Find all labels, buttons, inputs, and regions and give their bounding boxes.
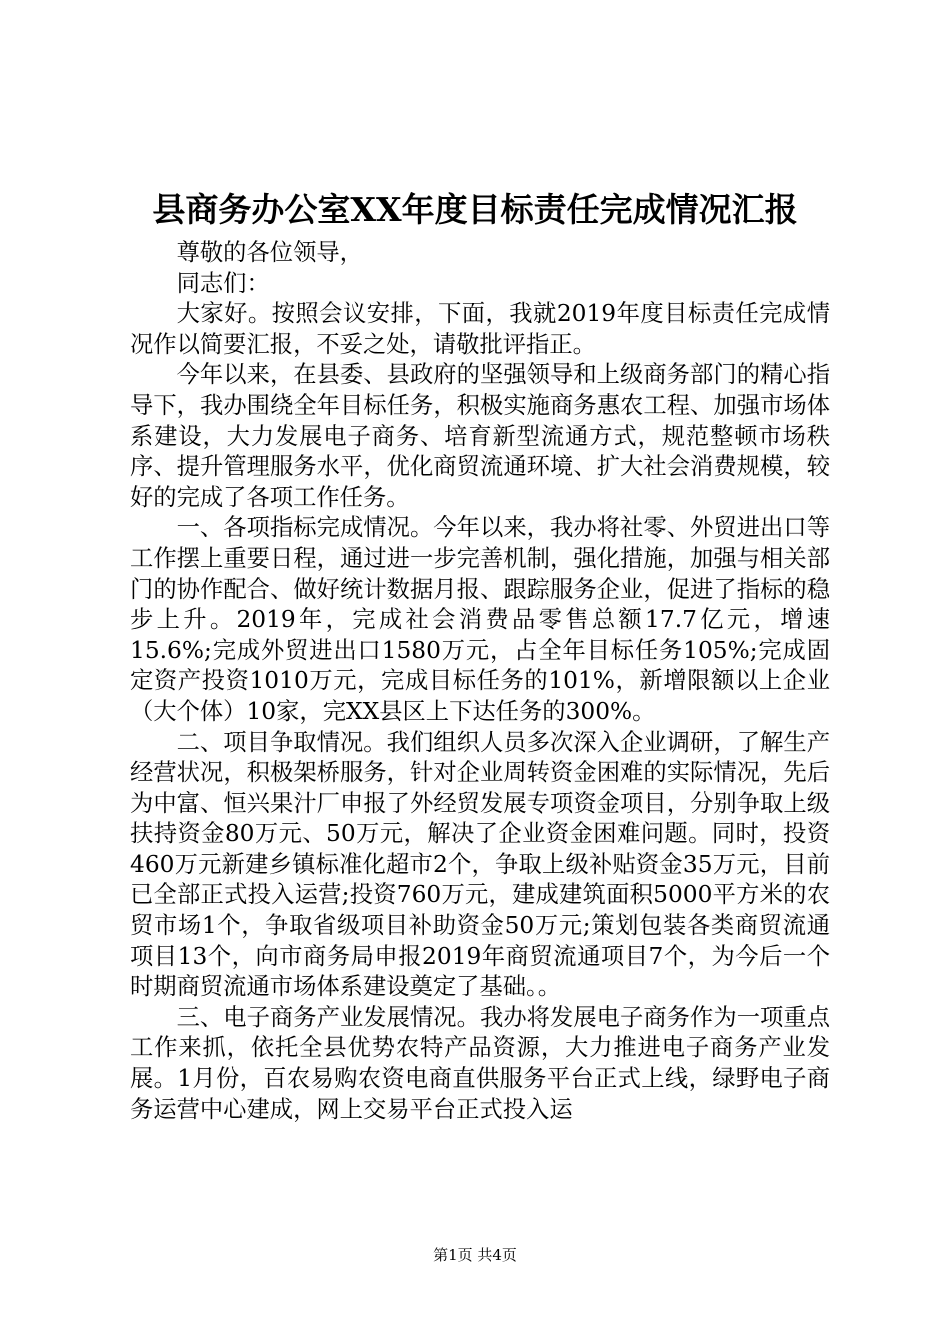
salutation-comrades: 同志们： — [176, 269, 270, 297]
page-footer: 第1页 共4页 — [433, 1246, 517, 1264]
paragraph-opening: 大家好。按照会议安排，下面，我就2019年度目标责任完成情况作以简要汇报，不妥之处，请敬批评指正。 — [130, 300, 830, 358]
paragraph-ecommerce: 三、电子商务产业发展情况。我办将发展电子商务作为一项重点工作来抓，依托全县优势农特产品资源，大力推进电子商务产业发展。1月份，百农易购农资电商直供服务平台正式上线，绿野电子商务运营中心建成，网上交易平台正式投入运 — [130, 1003, 830, 1123]
paragraph-projects: 二、项目争取情况。我们组织人员多次深入企业调研，了解生产经营状况，积极架桥服务，针对企业周转资金困难的实际情况，先后为中富、恒兴果汁厂申报了外经贸发展专项资金项目，分别争取上级扶持资金80万元、50万元，解决了企业资金困难问题。同时，投资460万元新建乡镇标准化超市2个，争取上级补贴资金35万元，目前已全部正式投入运营;投资760万元，建成建筑面积5000平方米的农贸市场1个，争取省级项目补助资金50万元;策划包装各类商贸流通项目13个，向市商务局申报2019年商贸流通项目7个，为今后一个时期商贸流通市场体系建设奠定了基础。。 — [130, 728, 830, 1001]
document-body — [130, 238, 830, 1125]
document-title: 县商务办公室XX年度目标责任完成情况汇报 — [152, 190, 798, 229]
paragraph-indicators: 一、各项指标完成情况。今年以来，我办将社零、外贸进出口等工作摆上重要日程，通过进一步完善机制，强化措施，加强与相关部门的协作配合、做好统计数据月报、跟踪服务企业，促进了指标的稳步上升。2019年，完成社会消费品零售总额17.7亿元，增速15.6%;完成外贸进出口1580万元，占全年目标任务105%;完成固定资产投资1010万元，完成目标任务的101%，新增限额以上企业（大个体）10家，完XX县区上下达任务的300%。 — [130, 514, 830, 725]
salutation-leaders: 尊敬的各位领导， — [176, 239, 363, 266]
paragraph-overview: 今年以来，在县委、县政府的坚强领导和上级商务部门的精心指导下，我办围绕全年目标任务，积极实施商务惠农工程、加强市场体系建设，大力发展电子商务、培育新型流通方式，规范整顿市场秩序、提升管理服务水平，优化商贸流通环境、扩大社会消费规模，较好的完成了各项工作任务。 — [130, 361, 830, 511]
